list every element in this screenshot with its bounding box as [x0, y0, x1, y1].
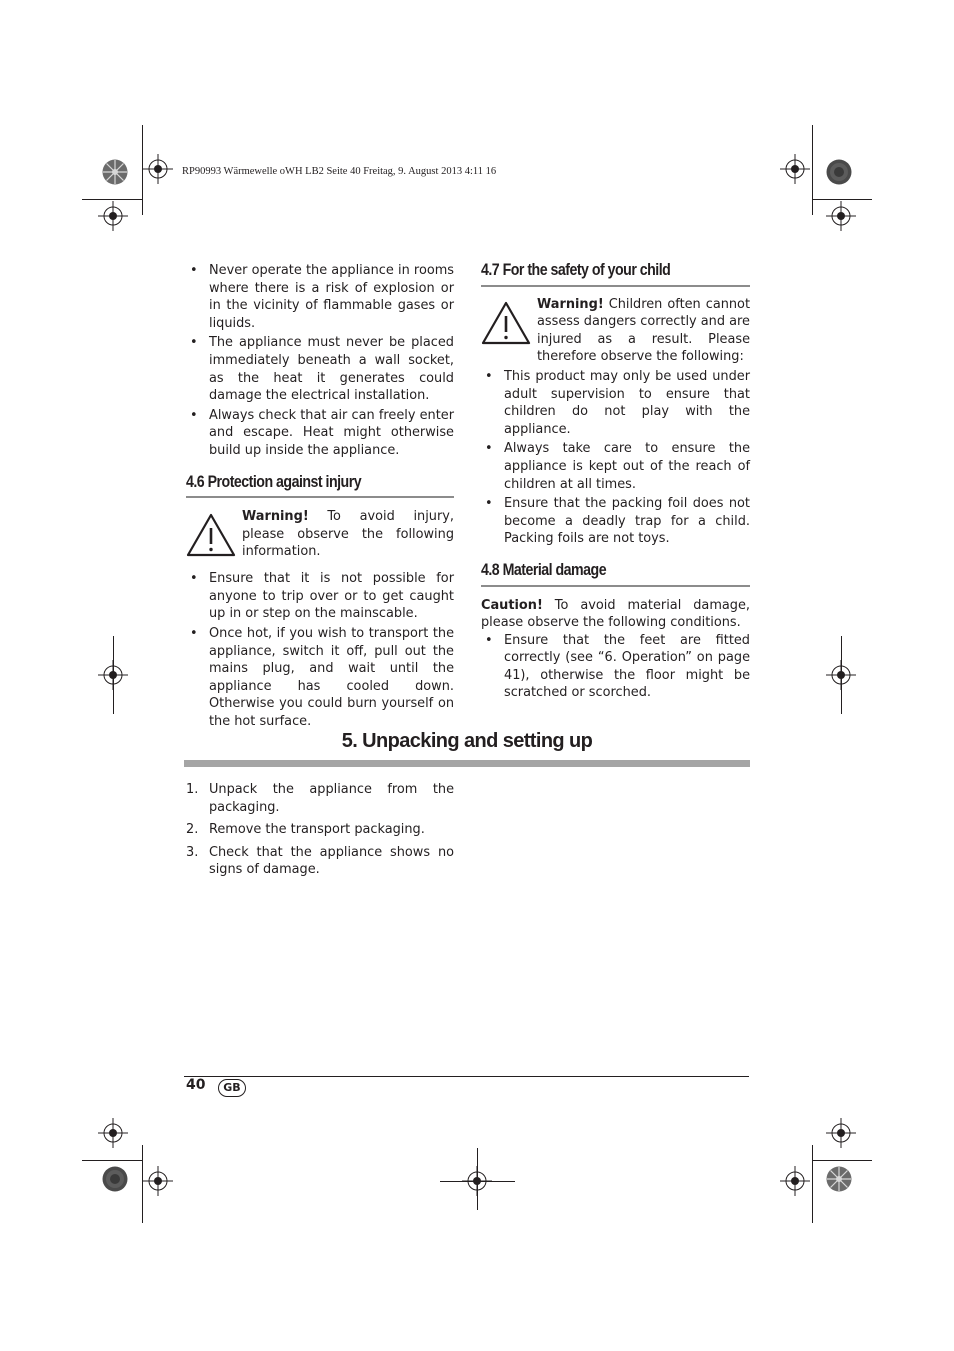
list-item: • This product may only be used under adult supervision to ensure that children do not play with the appliance.	[481, 368, 750, 438]
section-rule	[481, 285, 750, 287]
right-column	[481, 262, 750, 704]
list-item: • The appliance must never be placed immediately beneath a wall socket, as the heat it generates could damage the electrical installation.	[186, 334, 454, 404]
injury-bullet-list	[186, 570, 454, 730]
color-rosette-icon	[826, 1166, 852, 1192]
list-item: • Never operate the appliance in rooms where there is a risk of explosion or in the vicinity of flammable gases or liquids.	[186, 262, 454, 332]
warning-triangle-icon	[481, 300, 531, 346]
safety-bullet-list	[186, 262, 454, 460]
step-text: Check that the appliance shows no signs of damage.	[209, 844, 454, 878]
crop-mark	[440, 1181, 515, 1182]
warning-label: Warning!	[537, 296, 604, 312]
color-rosette-icon	[102, 159, 128, 185]
print-slug: RP90993 Wärmewelle oWH LB2 Seite 40 Freitag, 9. August 2013 4:11 16	[182, 166, 497, 177]
registration-target-icon	[143, 1166, 173, 1196]
caution-label: Caution!	[481, 597, 543, 613]
registration-target-icon	[98, 201, 128, 231]
list-item	[186, 781, 454, 816]
footer-rule	[184, 1076, 749, 1077]
registration-target-icon	[826, 201, 856, 231]
list-item: • Always check that air can freely enter and escape. Heat might otherwise build up inside the appliance.	[186, 407, 454, 460]
section-4-8	[481, 562, 750, 702]
page-number: 40	[186, 1077, 206, 1093]
registration-target-icon	[826, 660, 856, 690]
unpacking-steps	[186, 781, 454, 884]
caution-text: To avoid material damage, please observe the following conditions.	[481, 597, 750, 631]
warning-triangle-icon	[186, 512, 236, 558]
section-4-7	[481, 262, 750, 548]
section-rule	[481, 585, 750, 587]
caution-paragraph	[481, 597, 750, 632]
step-number: 1.	[186, 782, 199, 797]
chapter-rule	[184, 760, 750, 767]
registration-target-icon	[98, 1118, 128, 1148]
section-rule	[186, 496, 454, 498]
language-badge: GB	[218, 1079, 246, 1097]
list-item	[186, 821, 454, 839]
warning-text: To avoid injury, please observe the following information.	[242, 509, 454, 560]
step-number: 3.	[186, 844, 199, 860]
section-heading: 4.6 Protection against injury	[186, 472, 362, 491]
registration-target-icon	[826, 1118, 856, 1148]
color-rosette-icon	[826, 159, 852, 185]
color-rosette-icon	[102, 1166, 128, 1192]
list-item: • Ensure that it is not possible for anyone to trip over or to get caught up in or step on the mainscable.	[186, 570, 454, 623]
list-item: • Ensure that the packing foil does not become a deadly trap for a child. Packing foils are not toys.	[481, 495, 750, 548]
warning-box	[481, 296, 750, 366]
step-text: Unpack the appliance from the packaging.	[209, 782, 454, 815]
warning-box	[186, 508, 454, 566]
chapter-heading: 5. Unpacking and setting up	[341, 730, 593, 752]
warning-text: Children often cannot assess dangers correctly and are injured as a result. Please therefore observe the following:	[537, 296, 750, 365]
left-column	[186, 262, 454, 732]
section-heading: 4.7 For the safety of your child	[481, 261, 671, 279]
step-text: Remove the transport packaging.	[209, 822, 425, 838]
section-heading: 4.8 Material damage	[481, 560, 607, 579]
list-item: • Once hot, if you wish to transport the appliance, switch it off, pull out the mains plug, and wait until the appliance has cooled down. Otherwise you could burn yourself on the hot surface.	[186, 625, 454, 731]
list-item: • Always take care to ensure the appliance is kept out of the reach of children at all times.	[481, 440, 750, 493]
registration-target-icon	[98, 660, 128, 690]
section-4-6	[186, 474, 454, 731]
list-item: • Ensure that the feet are fitted correctly (see “6. Operation” on page 41), otherwise the floor might be scratched or scorched.	[481, 632, 750, 702]
registration-target-icon	[780, 154, 810, 184]
list-item	[186, 844, 454, 879]
registration-target-icon	[143, 154, 173, 184]
registration-target-icon	[780, 1166, 810, 1196]
step-number: 2.	[186, 822, 199, 838]
material-bullet-list	[481, 632, 750, 702]
child-safety-bullet-list	[481, 368, 750, 548]
warning-label: Warning!	[242, 509, 309, 525]
